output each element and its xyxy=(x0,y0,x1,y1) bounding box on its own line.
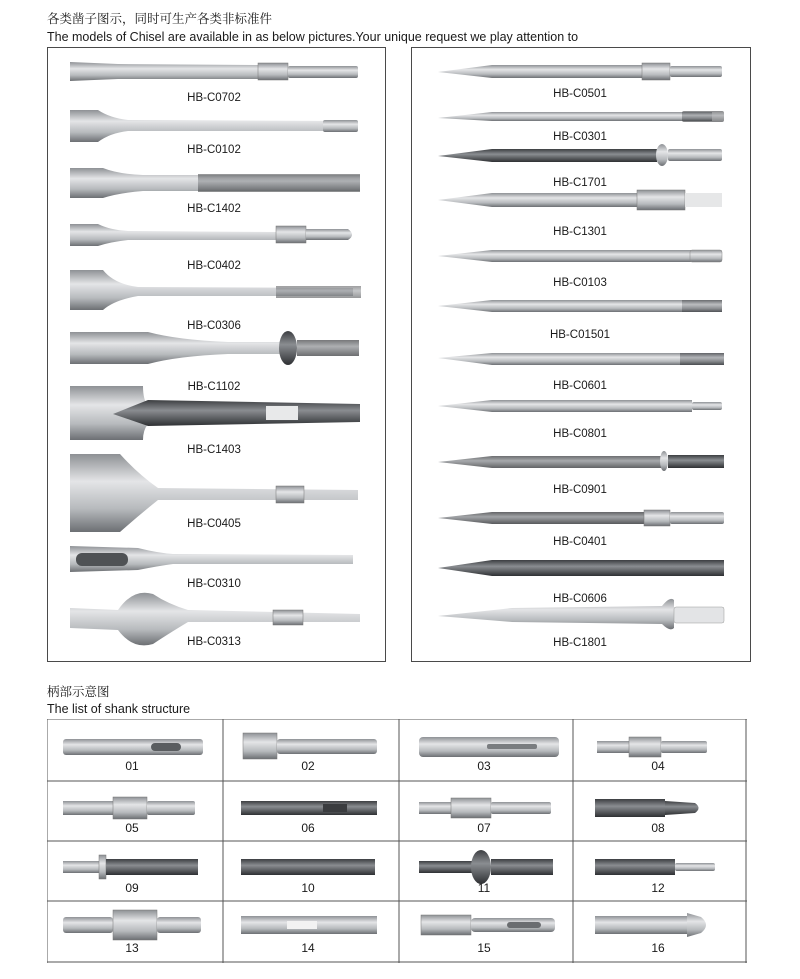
shank-number: 16 xyxy=(651,941,665,955)
shank-number: 04 xyxy=(651,759,665,773)
chisel-hb-c0601 xyxy=(438,353,724,365)
shank-cell xyxy=(47,719,217,775)
model-label: HB-C0401 xyxy=(553,536,607,548)
shank-cell xyxy=(573,841,743,897)
model-label: HB-C1701 xyxy=(553,177,607,189)
shank-number: 06 xyxy=(301,821,315,835)
chisel-panel-right xyxy=(411,47,751,662)
shank-number: 07 xyxy=(477,821,491,835)
model-label: HB-C0306 xyxy=(187,320,241,332)
chisel-hb-c1701 xyxy=(438,144,722,166)
shank-title-cn: 柄部示意图 xyxy=(47,685,110,699)
chisel-hb-c0801 xyxy=(438,400,722,412)
model-label: HB-C01501 xyxy=(549,329,611,341)
chisel-drawings-left xyxy=(48,48,385,661)
chisel-hb-c0102 xyxy=(70,110,358,142)
shank-cell xyxy=(223,901,393,957)
model-label: HB-C0301 xyxy=(553,131,607,143)
model-label: HB-C1801 xyxy=(553,637,607,649)
shank-number: 13 xyxy=(125,941,139,955)
chisel-hb-c1403 xyxy=(70,386,360,440)
shank-title-en: The list of shank structure xyxy=(47,702,191,716)
model-label: HB-C0901 xyxy=(553,484,607,496)
shank-cell xyxy=(399,719,569,775)
model-label: HB-C0801 xyxy=(553,428,607,440)
shank-cell xyxy=(47,841,217,897)
chisel-hb-c01501 xyxy=(438,300,722,312)
chisel-hb-c0501 xyxy=(438,63,722,80)
model-label: HB-C1403 xyxy=(187,444,241,456)
chisel-panel-left xyxy=(47,47,386,662)
model-label: HB-C1301 xyxy=(553,226,607,238)
shank-cell xyxy=(223,719,393,775)
model-label: HB-C0310 xyxy=(187,578,241,590)
model-label: HB-C0102 xyxy=(187,144,241,156)
shank-number: 09 xyxy=(125,881,139,895)
chisel-hb-c0402 xyxy=(70,224,352,246)
shank-number: 02 xyxy=(301,759,315,773)
shank-grid xyxy=(47,719,747,963)
shank-number: 15 xyxy=(477,941,491,955)
chisel-hb-c0310 xyxy=(70,546,353,572)
model-label: HB-C0402 xyxy=(187,260,241,272)
chisel-hb-c0901 xyxy=(438,451,724,471)
chisel-hb-c1102 xyxy=(70,331,359,365)
shank-number: 12 xyxy=(651,881,665,895)
shank-number: 14 xyxy=(301,941,315,955)
shank-cell xyxy=(573,781,743,837)
shank-number: 10 xyxy=(301,881,315,895)
shank-cell xyxy=(223,841,393,897)
shank-number: 11 xyxy=(477,881,491,895)
shank-number: 08 xyxy=(651,821,665,835)
model-label: HB-C1102 xyxy=(187,381,241,393)
model-label: HB-C0405 xyxy=(187,518,241,530)
chisel-hb-c0606 xyxy=(438,560,724,576)
shank-cell xyxy=(399,901,569,957)
shank-cell xyxy=(573,901,743,957)
model-label: HB-C0103 xyxy=(553,277,607,289)
shank-number: 05 xyxy=(125,821,139,835)
chisel-hb-c0301 xyxy=(438,111,724,122)
shank-cell xyxy=(47,781,217,837)
chisel-hb-c1402 xyxy=(70,168,360,198)
model-label: HB-C0501 xyxy=(553,88,607,100)
model-label: HB-C1402 xyxy=(187,203,241,215)
chisel-hb-c0401 xyxy=(438,510,724,526)
model-label: HB-C0702 xyxy=(187,92,241,104)
model-label: HB-C0313 xyxy=(187,636,241,648)
header-title-en: The models of Chisel are available in as below pictures.Your unique request we play attention to xyxy=(47,30,579,44)
chisel-hb-c1301 xyxy=(438,190,722,210)
shank-cell xyxy=(573,719,743,775)
chisel-hb-c0103 xyxy=(438,250,722,262)
chisel-hb-c0306 xyxy=(70,270,361,310)
shank-number: 03 xyxy=(477,759,491,773)
model-label: HB-C0601 xyxy=(553,380,607,392)
shank-cell xyxy=(223,781,393,837)
shank-number: 01 xyxy=(125,759,139,773)
model-label: HB-C0606 xyxy=(553,593,607,605)
header-title-cn: 各类凿子图示，同时可生产各类非标准件 xyxy=(47,12,273,26)
shank-cell xyxy=(399,781,569,837)
shank-cell xyxy=(47,901,217,957)
chisel-hb-c0702 xyxy=(70,62,358,81)
shank-cell xyxy=(399,841,569,897)
